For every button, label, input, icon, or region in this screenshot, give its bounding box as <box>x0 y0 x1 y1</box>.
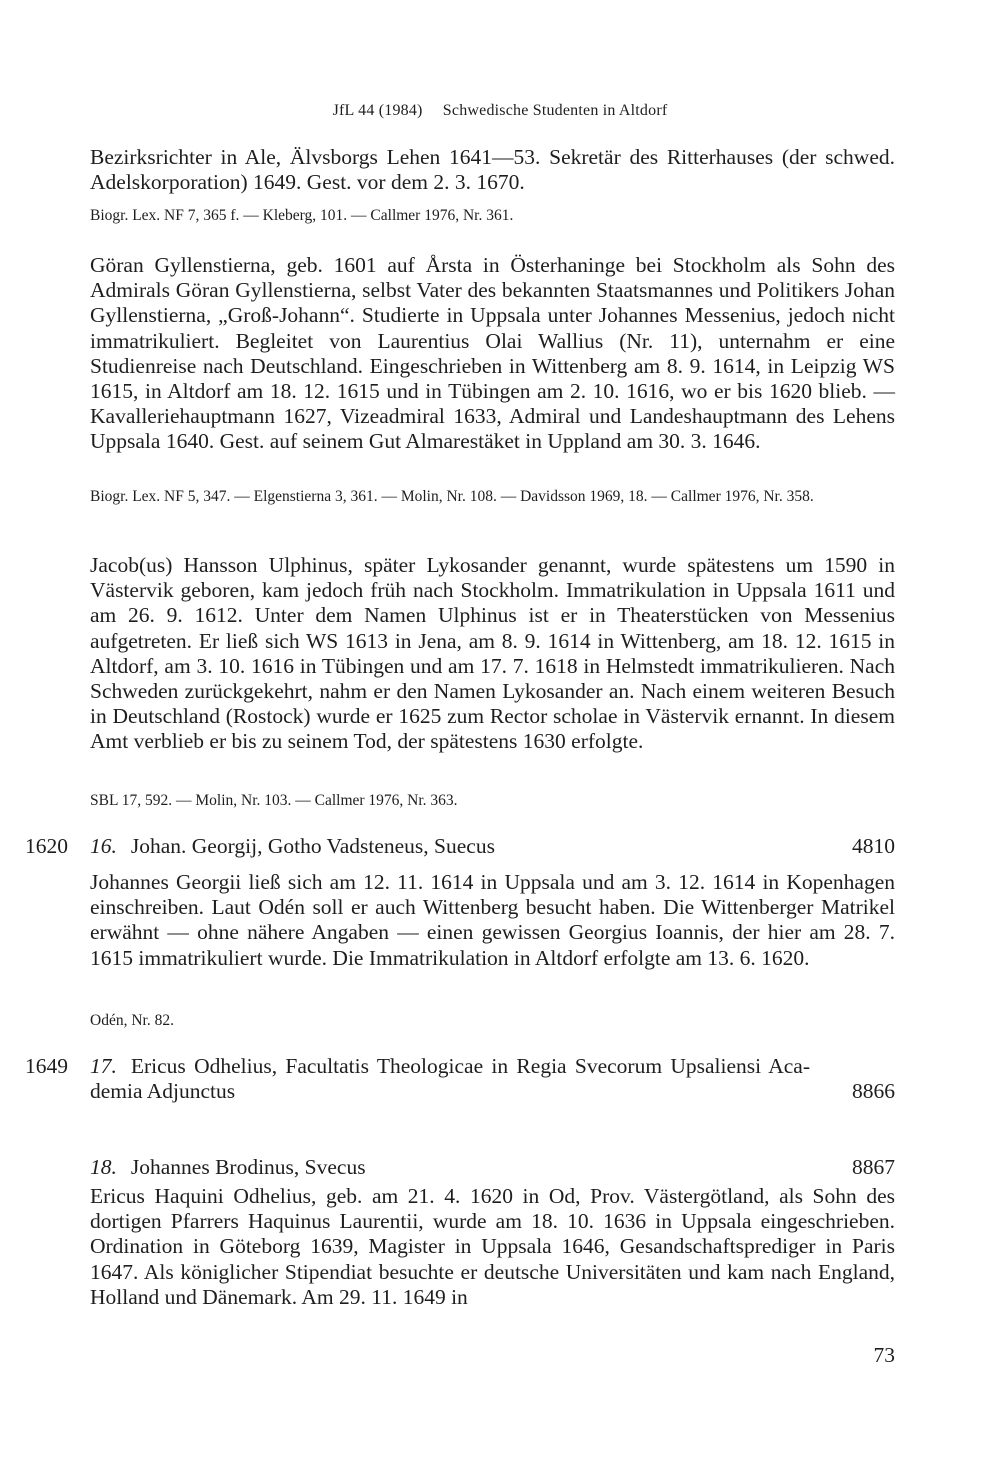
entry-title: Ericus Odhelius, Facultatis Theologicae in Regia Svecorum Upsaliensi Academia Adjunctus <box>90 1054 810 1104</box>
page-number: 73 <box>873 1343 895 1367</box>
entry-year: 1649 <box>25 1054 68 1078</box>
running-header <box>0 102 1000 120</box>
entry-heading <box>90 1155 895 1180</box>
entry-heading <box>90 1054 810 1104</box>
paragraph-georgii: Johannes Georgii ließ sich am 12. 11. 1614 in Uppsala und am 3. 12. 1614 in Kopenhagen einschreiben. Laut Odén soll er auch Wittenberg besucht haben. Die Wittenberger Matrikel erwähnt — ohne nähere Angaben — einen gewissen Georgius Ioannis, der hier am 28. 7. 1615 immatrikuliert wurde. Die Immatrikulation in Altdorf erfolgte am 13. 6. 1620. <box>90 870 895 970</box>
paragraph-bezirksrichter: Bezirksrichter in Ale, Älvsborgs Lehen 1641—53. Sekretär des Ritterhauses (der schwed. Adelskorporation) 1649. Gest. vor dem 2. 3. 1670. <box>90 145 895 195</box>
entry-number: 18. <box>90 1155 117 1179</box>
reference-line-1: Biogr. Lex. NF 7, 365 f. — Kleberg, 101. — Callmer 1976, Nr. 361. <box>90 207 514 224</box>
entry-number: 17. <box>90 1054 117 1078</box>
entry-number: 16. <box>90 834 117 858</box>
entry-year: 1620 <box>25 834 68 858</box>
matrikel-number: 8867 <box>852 1155 895 1179</box>
paragraph-odhelius: Ericus Haquini Odhelius, geb. am 21. 4. 1620 in Od, Prov. Västergötland, als Sohn des dortigen Pfarrers Haquinus Laurentii, wurde am 18. 10. 1636 in Uppsala eingeschrieben. Ordination in Göteborg 1639, Magister in Uppsala 1646, Gesandschaftsprediger in Paris 1647. Als königlicher Stipendiat besuchte er deutsche Universitäten und kam nach England, Holland und Dänemark. Am 29. 11. 1649 in <box>90 1184 895 1309</box>
entry-heading <box>90 834 895 859</box>
matrikel-number: 8866 <box>852 1079 895 1103</box>
reference-line-2: Biogr. Lex. NF 5, 347. — Elgenstierna 3, 361. — Molin, Nr. 108. — Davidsson 1969, 18. — Callmer 1976, Nr. 358. <box>90 488 814 505</box>
reference-line-4: Odén, Nr. 82. <box>90 1012 174 1029</box>
paragraph-gyllenstierna: Göran Gyllenstierna, geb. 1601 auf Årsta in Österhaninge bei Stockholm als Sohn des Admirals Göran Gyllenstierna, selbst Vater des bekannten Staatsmannes und Politikers Johan Gyllenstierna, „Groß-Johann“. Studierte in Uppsala unter Johannes Messenius, jedoch nicht immatrikuliert. Begleitet von Laurentius Olai Wallius (Nr. 11), unternahm er eine Studienreise nach Deutschland. Eingeschrieben in Wittenberg am 8. 9. 1614, in Leipzig WS 1615, in Altdorf am 18. 12. 1615 und in Tübingen am 2. 10. 1616, wo er bis 1620 blieb. — Kavalleriehauptmann 1627, Vizeadmiral 1633, Admiral und Landeshauptmann des Lehens Uppsala 1640. Gest. auf seinem Gut Almarestäket in Uppland am 30. 3. 1646. <box>90 253 895 454</box>
entry-title: Johan. Georgij, Gotho Vadsteneus, Suecus <box>130 834 495 858</box>
matrikel-number: 4810 <box>852 834 895 858</box>
entry-title: Johannes Brodinus, Svecus <box>130 1155 366 1179</box>
reference-line-3: SBL 17, 592. — Molin, Nr. 103. — Callmer 1976, Nr. 363. <box>90 792 458 809</box>
article-title: Schwedische Studenten in Altdorf <box>442 102 668 119</box>
paragraph-ulphinus: Jacob(us) Hansson Ulphinus, später Lykosander genannt, wurde spätestens um 1590 in Västervik geboren, kam jedoch früh nach Stockholm. Immatrikulation in Uppsala 1611 und am 26. 9. 1612. Unter dem Namen Ulphinus ist er in Theaterstücken von Messenius aufgetreten. Er ließ sich WS 1613 in Jena, am 8. 9. 1614 in Wittenberg, am 18. 12. 1615 in Altdorf, am 3. 10. 1616 in Tübingen und am 17. 7. 1618 in Helmstedt immatrikulieren. Nach Schweden zurückgekehrt, nahm er den Namen Lykosander an. Nach einem weiteren Besuch in Deutschland (Rostock) wurde er 1625 zum Rector scholae in Västervik ernannt. In diesem Amt verblieb er bis zu seinem Tod, der spätestens 1630 erfolgte. <box>90 553 895 754</box>
journal-reference: JfL 44 (1984) <box>332 102 423 119</box>
